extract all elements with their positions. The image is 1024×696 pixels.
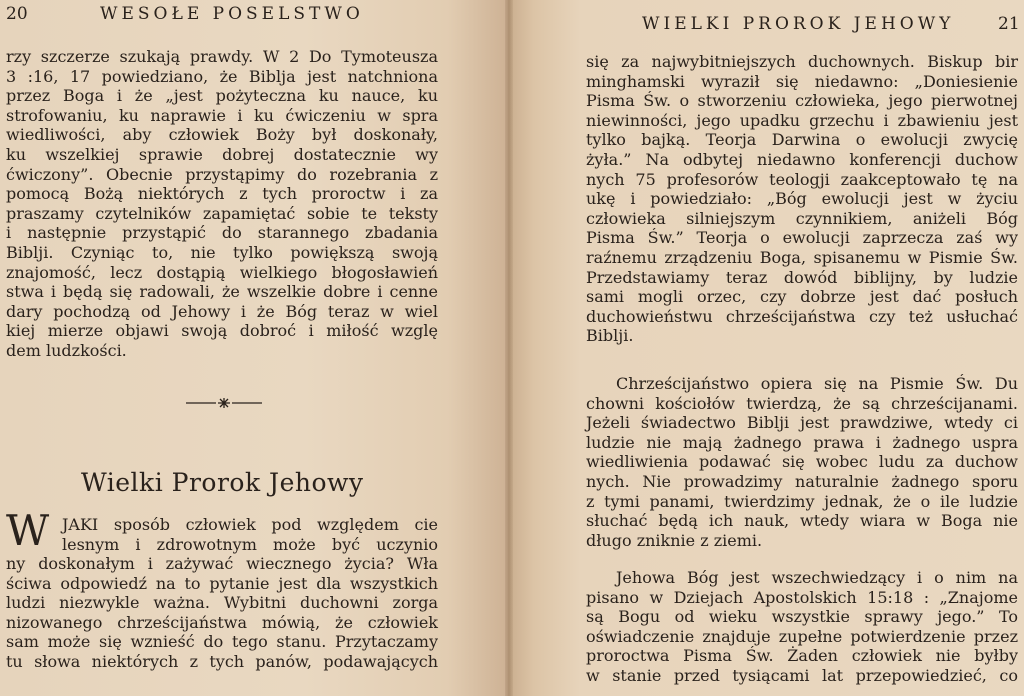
paragraph: [586, 568, 1018, 686]
paragraph: [586, 374, 1018, 550]
text-line: Pisma Św. o stworzeniu człowieka, jego pierwotnej: [586, 91, 1018, 111]
text-line: Biblji. Czyniąc to, nie tylko powiększą swoją: [6, 242, 438, 262]
text-line: nych 75 profesorów teologji zaakceptowało tę na: [586, 169, 1018, 189]
section-ornament: [186, 396, 262, 410]
text-line: sam może się wznieść do tego stanu. Przytaczamy: [6, 632, 438, 652]
text-line: lesnym i zdrowotnym może być uczynio: [62, 534, 438, 554]
text-line: Chrześcijaństwo opiera się na Pismie Św. Du: [616, 374, 1018, 393]
text-line: raźnemu zrządzeniu Boga, spisanemu w Pismie Św.: [586, 247, 1018, 267]
paragraph: [6, 47, 438, 361]
text-line: 3 :16, 17 powiedziano, że Biblja jest natchniona: [6, 66, 438, 86]
text-line: dary pochodzą od Jehowy i że Bóg teraz w wiel: [6, 301, 438, 321]
text-line: duchowieństwu chrześcijaństwa czy też usłuchać: [586, 306, 1018, 326]
text-line: ku wszelkiej sprawie dobrej dostatecznie wy: [6, 144, 438, 164]
text-line: przez Boga i że „jest pożyteczna ku nauce, ku: [6, 86, 438, 106]
text-line: znajomość, lecz dostąpią wielkiego błogosławień: [6, 262, 438, 282]
text-line: minghamski wyraził się niedawno: „Doniesienie: [586, 71, 1018, 91]
text-line: w stanie przed tysiącami lat przepowiedzieć, co: [586, 665, 1018, 685]
page-number: 20: [6, 4, 28, 24]
text-line: Jeżeli świadectwo Biblji jest prawdziwe, wtedy ci: [586, 413, 1018, 433]
running-head: WESOŁE POSELSTWO: [100, 4, 364, 24]
text-line: człowieka silniejszym czynnikiem, aniżeli Bóg: [586, 208, 1018, 228]
paragraph-indented: [62, 515, 438, 554]
running-head: WIELKI PROROK JEHOWY: [642, 14, 955, 34]
text-line: tylko bajką. Teorja Darwina o ewolucji zwycię: [586, 130, 1018, 150]
text-line: z tymi panami, twierdzimy jednak, że o ile ludzie: [586, 491, 1018, 511]
paragraph: [6, 554, 438, 672]
text-line: wiedliwienia podawać się wobec ludu za duchow: [586, 452, 1018, 472]
text-line: tu słowa niektórych z tych panów, podawających: [6, 651, 438, 671]
text-line: ściwa odpowiedź na to pytanie jest dla wszystkich: [6, 573, 438, 593]
text-line: strofowaniu, ku naprawie i ku ćwiczeniu w spra: [6, 105, 438, 125]
text-line: długo zniknie z ziemi.: [586, 530, 763, 550]
text-line: praszamy czytelników zapamiętać sobie te teksty: [6, 203, 438, 223]
page-number: 21: [998, 14, 1020, 34]
text-line: chowni kościołów twierdzą, że są chrześcijanami.: [586, 393, 1018, 413]
right-page: [508, 0, 1024, 696]
text-line: stwa i będą się radowali, że wszelkie dobre i cenne: [6, 282, 438, 302]
text-line: ludzi niezwykle ważna. Wybitni duchowni zorga: [6, 593, 438, 613]
text-line: oświadczenie znajduje zupełne potwierdzenie przez: [586, 626, 1018, 646]
drop-cap: W: [6, 506, 50, 555]
text-line: pisano w Dziejach Apostolskich 15:18 : „Znajome: [586, 587, 1018, 607]
left-page: [0, 0, 508, 696]
text-line: niewinności, jego upadku grzechu i zbawieniu jest: [586, 110, 1018, 130]
text-line: proroctwa Pisma Św. Żaden człowiek nie byłby: [586, 646, 1018, 666]
text-line: Przedstawiamy teraz dowód biblijny, by ludzie: [586, 267, 1018, 287]
text-line: wiedliwości, aby człowiek Boży był doskonały,: [6, 125, 438, 145]
text-line: Pisma Św.” Teorja o ewolucji zaprzecza zaś wy: [586, 228, 1018, 248]
text-line: dem ludzkości.: [6, 340, 127, 360]
text-line: JAKI sposób człowiek pod względem cie: [62, 515, 438, 534]
text-line: nizowanego chrześcijaństwa mówią, że człowiek: [6, 612, 438, 632]
text-line: ny doskonałym i zażywać wiecznego życia? Wła: [6, 554, 438, 573]
text-line: żyła.” Na odbytej niedawno konferencji duchow: [586, 149, 1018, 169]
text-line: kiej mierze objawi swoją dobroć i miłość wzglę: [6, 321, 438, 341]
text-line: słuchać będą ich nauk, wtedy wiara w Boga nie: [586, 511, 1018, 531]
text-line: ukę i powiedziało: „Bóg ewolucji jest w życiu: [586, 189, 1018, 209]
text-line: i następnie przystąpić do starannego zbadania: [6, 223, 438, 243]
text-line: ćwiczony”. Obecnie przystąpimy do rozebrania z: [6, 164, 438, 184]
text-line: Biblji.: [586, 326, 634, 346]
text-line: się za najwybitniejszych duchownych. Biskup bir: [586, 52, 1018, 71]
text-line: Jehowa Bóg jest wszechwiedzący i o nim na: [616, 568, 1018, 587]
text-line: rzy szczerze szukają prawdy. W 2 Do Tymoteusza: [6, 47, 438, 66]
text-line: sami mogli orzec, czy dobrze jest dać posłuch: [586, 287, 1018, 307]
chapter-title: Wielki Prorok Jehowy: [81, 468, 364, 497]
text-line: nych. Nie prowadzimy naturalnie żadnego sporu: [586, 471, 1018, 491]
paragraph: [586, 52, 1018, 346]
text-line: pomocą Bożą niektórych z tych proroctw i za: [6, 184, 438, 204]
text-line: ludzie nie mają żadnego prawa i żadnego uspra: [586, 432, 1018, 452]
book-gutter: [505, 0, 513, 696]
text-line: są Bogu od wieku wszystkie sprawy jego.” To: [586, 607, 1018, 627]
